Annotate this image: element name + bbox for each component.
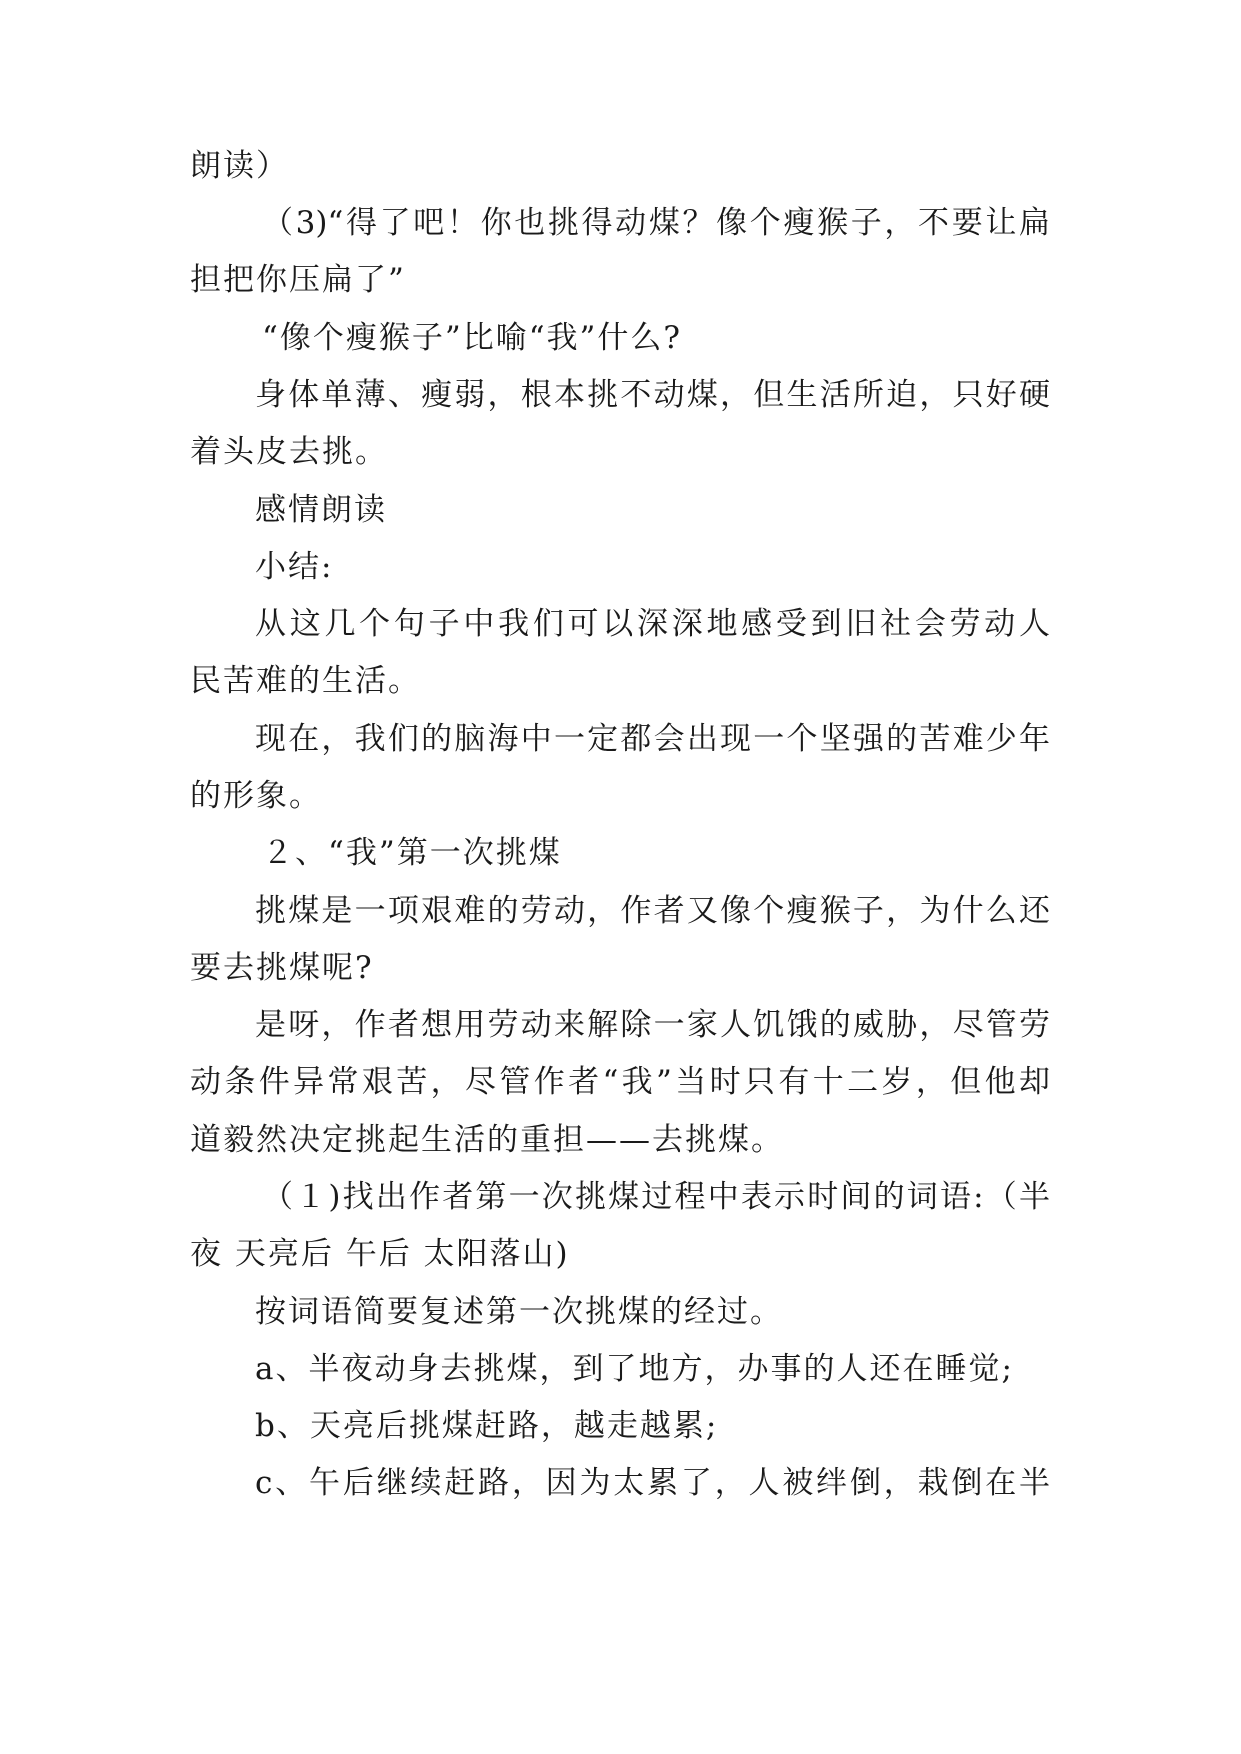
text-line: 要去挑煤呢? [190,950,374,986]
text-line: 道毅然决定挑起生活的重担——去挑煤。 [190,1122,784,1158]
text-line: 感情朗读 [255,492,387,528]
text-line: 民苦难的生活。 [190,663,421,699]
text-line: 动条件异常艰苦，尽管作者“我”当时只有十二岁，但他却 [190,1064,1050,1100]
section-heading: ２、“我”第一次挑煤 [262,835,562,871]
text-line: “像个瘦猴子”比喻“我”什么? [262,320,683,356]
text-line: 着头皮去挑。 [190,434,388,470]
text-line: 夜 天亮后 午后 太阳落山) [190,1236,570,1272]
list-item: a、半夜动身去挑煤，到了地方，办事的人还在睡觉; [255,1351,1014,1387]
text-line: （１)找出作者第一次挑煤过程中表示时间的词语:（半 [262,1179,1050,1215]
text-line: 的形象。 [190,778,322,814]
list-item: c、午后继续赶路，因为太累了，人被绊倒，栽倒在半 [255,1465,1050,1501]
text-line: 按词语简要复述第一次挑煤的经过。 [255,1294,783,1330]
text-line: 小结: [255,549,334,585]
text-line: （3)“得了吧！你也挑得动煤？像个瘦猴子，不要让扁 [262,205,1050,241]
text-line: 身体单薄、瘦弱，根本挑不动煤，但生活所迫，只好硬 [255,377,1050,413]
list-item: b、天亮后挑煤赶路，越走越累; [255,1408,719,1444]
text-line: 从这几个句子中我们可以深深地感受到旧社会劳动人 [255,606,1050,642]
text-line: 朗读） [190,148,289,184]
text-line: 担把你压扁了” [190,262,406,298]
text-line: 是呀，作者想用劳动来解除一家人饥饿的威胁，尽管劳 [255,1007,1050,1043]
text-line: 现在，我们的脑海中一定都会出现一个坚强的苦难少年 [255,721,1050,757]
text-line: 挑煤是一项艰难的劳动，作者又像个瘦猴子，为什么还 [255,893,1050,929]
